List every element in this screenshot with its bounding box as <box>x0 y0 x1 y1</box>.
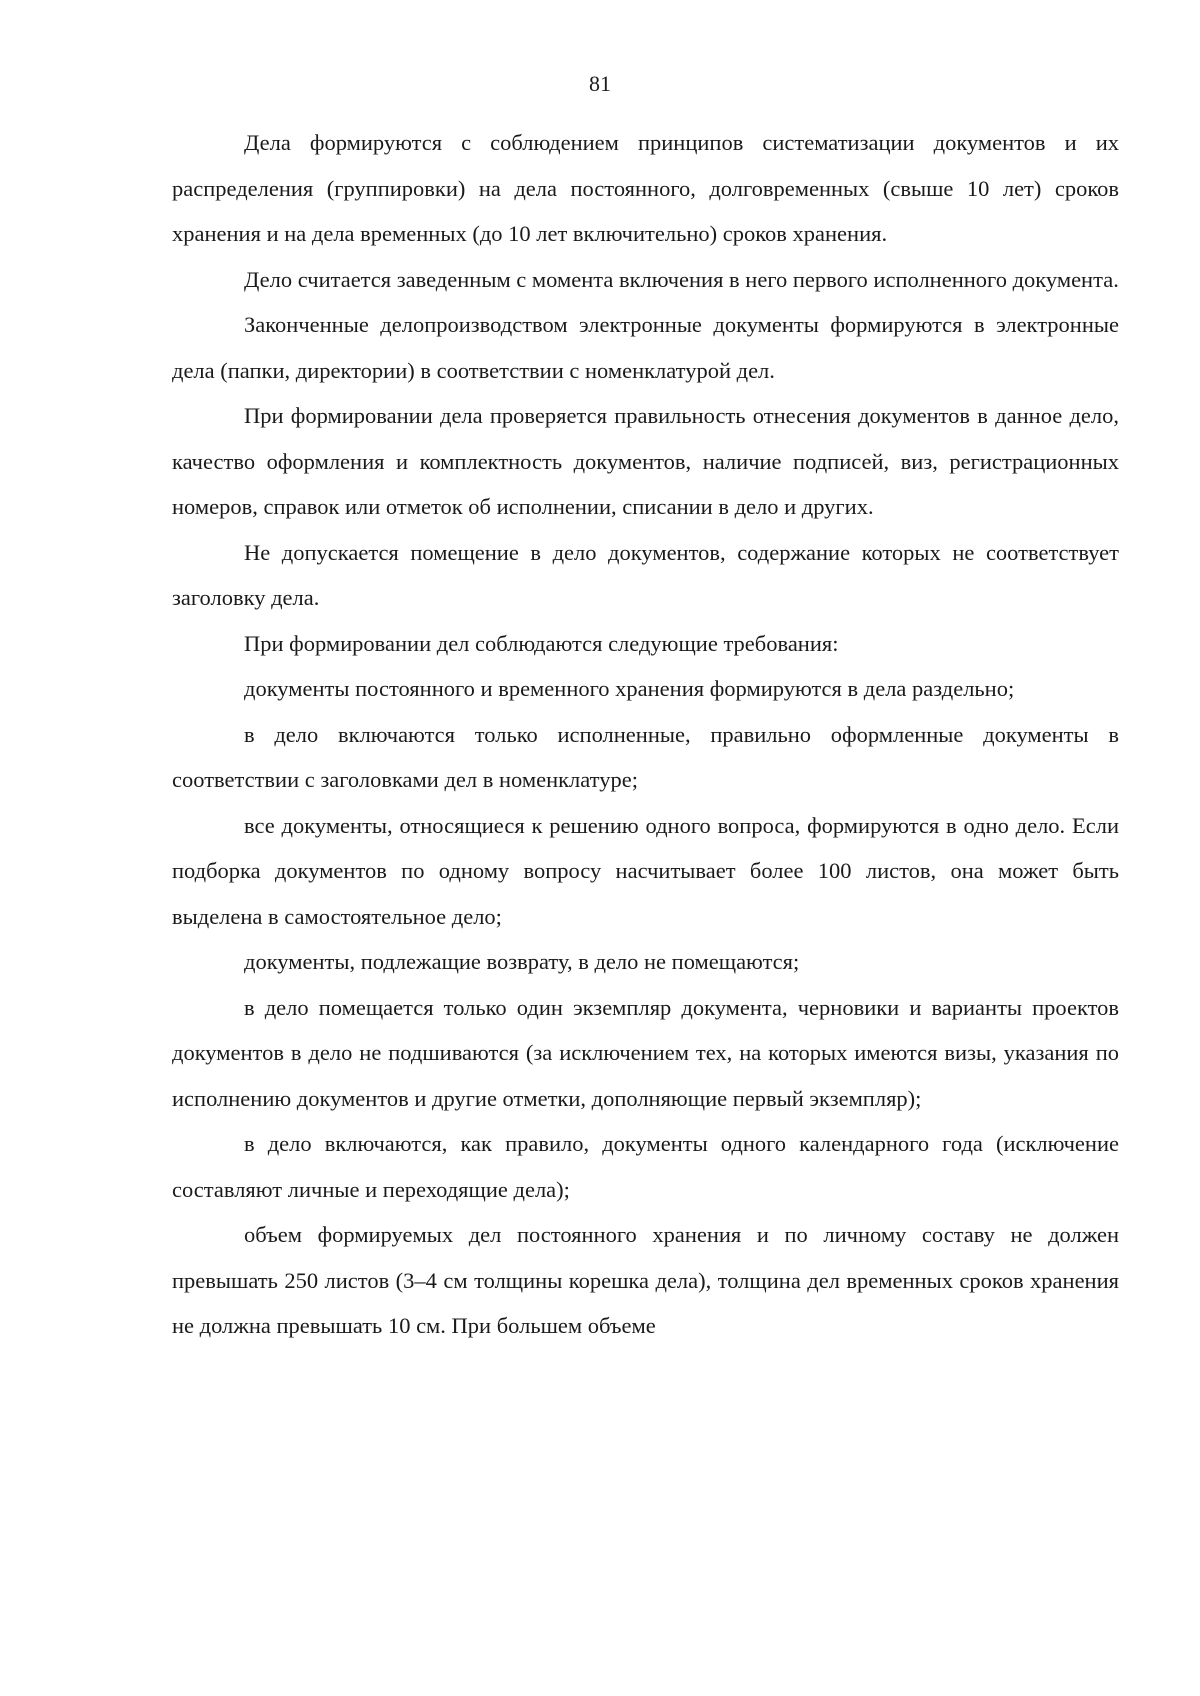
paragraph: в дело помещается только один экземпляр документа, черновики и варианты проектов документов в дело не подшиваются (за исключением тех, на которых имеются визы, указания по исполнению документов и другие отметки, дополняющие первый экземпляр); <box>172 994 1119 1111</box>
paragraph: Дело считается заведенным с момента включения в него первого исполненного документа. <box>244 266 1119 292</box>
paragraph: Не допускается помещение в дело документов, содержание которых не соответствует заголовку дела. <box>172 539 1119 610</box>
page-number: 81 <box>589 71 611 96</box>
paragraph: объем формируемых дел постоянного хранения и по личному составу не должен превышать 250 листов (3–4 см толщины корешка дела), толщина дел временных сроков хранения не должна превышать 10 см. При большем объеме <box>172 1222 1119 1338</box>
paragraph: все документы, относящиеся к решению одного вопроса, формируются в одно дело. Если подборка документов по одному вопросу насчитывает более 100 листов, она может быть выделена в самостоятельное дело; <box>172 812 1119 929</box>
paragraph: документы постоянного и временного хранения формируются в дела раздельно; <box>244 676 1015 701</box>
paragraph: Дела формируются с соблюдением принципов систематизации документов и их распределения (группировки) на дела постоянного, долговременных (свыше 10 лет) сроков хранения и на дела временных (до 10 лет включительно) сроков хранения. <box>172 130 1119 246</box>
paragraph: При формировании дела проверяется правильность отнесения документов в данное дело, качество оформления и комплектность документов, наличие подписей, виз, регистрационных номеров, справок или отметок об исполнении, списании в дело и других. <box>172 403 1119 519</box>
paragraph: в дело включаются только исполненные, правильно оформленные документы в соответствии с заголовками дел в номенклатуре; <box>172 721 1119 792</box>
paragraph: документы, подлежащие возврату, в дело не помещаются; <box>244 949 800 974</box>
paragraph: в дело включаются, как правило, документы одного календарного года (исключение составляют личные и переходящие дела); <box>172 1131 1119 1202</box>
document-body <box>172 120 1119 1349</box>
paragraph: При формировании дел соблюдаются следующие требования: <box>244 630 839 656</box>
paragraph: Законченные делопроизводством электронные документы формируются в электронные дела (папки, директории) в соответствии с номенклатурой дел. <box>172 312 1119 383</box>
